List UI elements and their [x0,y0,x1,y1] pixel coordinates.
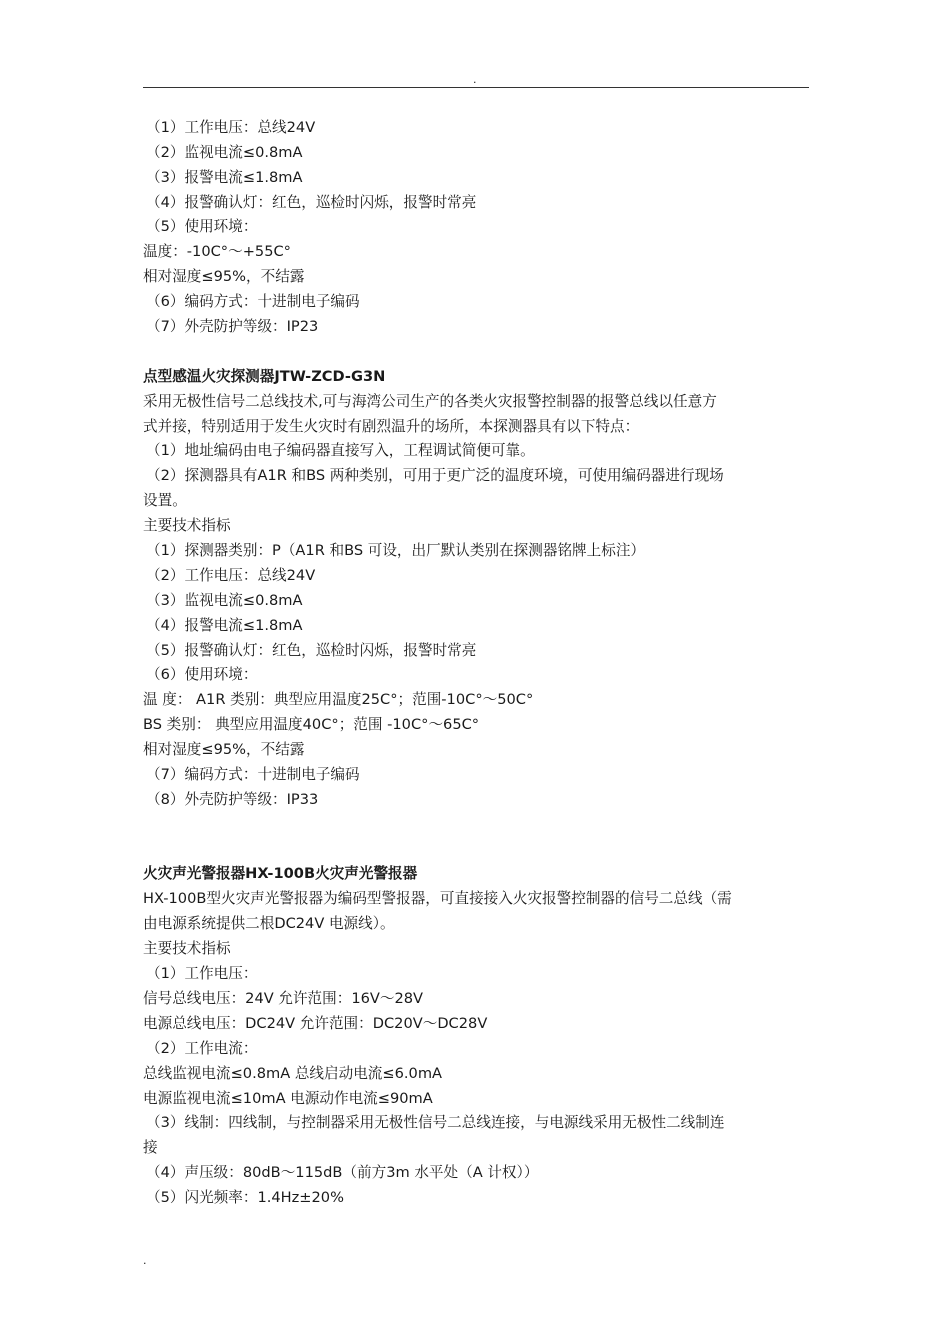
footer-mark: . [143,1254,147,1267]
env-temperature: 温度：-10C°～+55C° [143,243,291,260]
spec-line: （7）外壳防护等级：IP23 [146,318,319,335]
spec-line: （2）工作电流： [146,1040,258,1057]
feature-line: （1）地址编码由电子编码器直接写入，工程调试简便可靠。 [146,442,535,459]
spec-title: 主要技术指标 [143,940,231,957]
env-humidity: 相对湿度≤95%，不结露 [143,741,305,758]
intro-text: 由电源系统提供二根DC24V 电源线）。 [143,915,395,932]
spec-line: （2）监视电流≤0.8mA [146,144,303,161]
spec-line: （6）编码方式：十进制电子编码 [146,293,360,310]
spec-line: （6）使用环境： [146,666,258,683]
signal-voltage: 信号总线电压：24V 允许范围：16V～28V [143,990,424,1007]
header-mark: . [473,73,477,86]
section-heading: 火灾声光警报器HX-100B火灾声光警报器 [143,865,418,882]
intro-text: 式并接，特别适用于发生火灾时有剧烈温升的场所，本探测器具有以下特点： [143,418,640,435]
spec-line: （1）工作电压： [146,965,258,982]
spec-line: （4）报警确认灯：红色，巡检时闪烁，报警时常亮 [146,194,477,211]
spec-line: （2）工作电压：总线24V [146,567,316,584]
intro-text: HX-100B型火灾声光警报器为编码型警报器，可直接接入火灾报警控制器的信号二总线（需 [143,890,732,907]
feature-line: 设置。 [143,492,187,509]
feature-line: （2）探测器具有A1R 和BS 两种类别，可用于更广泛的温度环境，可使用编码器进行现场 [146,467,724,484]
spec-line: 接 [143,1139,158,1156]
spec-line: （5）使用环境： [146,218,258,235]
spec-line: （3）报警电流≤1.8mA [146,169,303,186]
spec-title: 主要技术指标 [143,517,231,534]
spec-line: （1）工作电压：总线24V [146,119,316,136]
header-rule [143,87,809,88]
spec-line: （3）线制：四线制，与控制器采用无极性信号二总线连接，与电源线采用无极性二线制连 [146,1114,725,1131]
env-humidity: 相对湿度≤95%，不结露 [143,268,305,285]
env-a1r: 温 度： A1R 类别：典型应用温度25C°；范围-10C°～50C° [143,691,534,708]
spec-line: （5）闪光频率：1.4Hz±20% [146,1189,344,1206]
spec-line: （4）报警电流≤1.8mA [146,617,303,634]
spec-line: （8）外壳防护等级：IP33 [146,791,319,808]
spec-line: （4）声压级：80dB～115dB（前方3m 水平处（A 计权）） [146,1164,539,1181]
bus-current: 总线监视电流≤0.8mA 总线启动电流≤6.0mA [143,1065,443,1082]
power-voltage: 电源总线电压：DC24V 允许范围：DC20V～DC28V [143,1015,488,1032]
section-heading: 点型感温火灾探测器JTW-ZCD-G3N [143,368,386,385]
intro-text: 采用无极性信号二总线技术,可与海湾公司生产的各类火灾报警控制器的报警总线以任意方 [143,393,717,410]
spec-line: （3）监视电流≤0.8mA [146,592,303,609]
env-bs: BS 类别： 典型应用温度40C°；范围 -10C°～65C° [143,716,480,733]
spec-line: （7）编码方式：十进制电子编码 [146,766,360,783]
power-current: 电源监视电流≤10mA 电源动作电流≤90mA [143,1090,433,1107]
spec-line: （1）探测器类别：P（A1R 和BS 可设，出厂默认类别在探测器铭牌上标注） [146,542,646,559]
spec-line: （5）报警确认灯：红色，巡检时闪烁，报警时常亮 [146,642,477,659]
